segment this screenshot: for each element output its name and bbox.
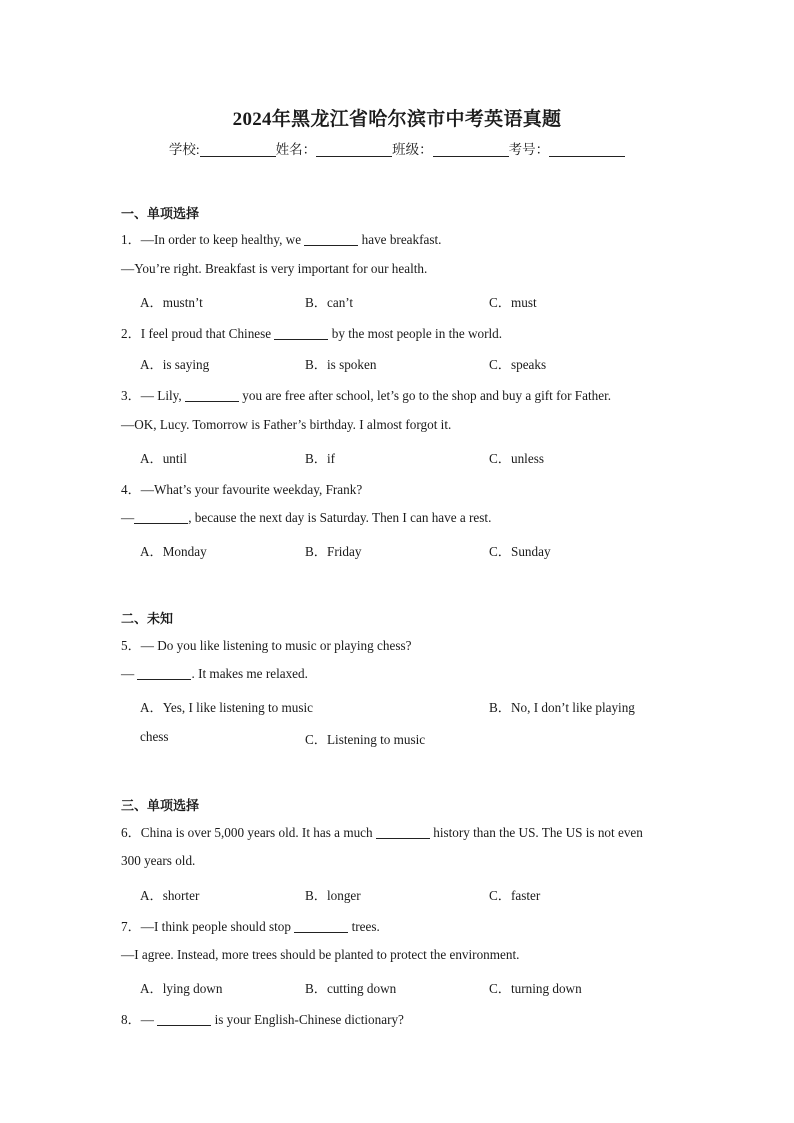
question-dialogue (121, 510, 491, 526)
answer-blank (274, 326, 328, 340)
number-field[interactable] (549, 142, 625, 157)
answer-blank (294, 919, 348, 933)
question-dialogue: —You’re right. Breakfast is very important for our health. (121, 261, 428, 276)
option-a[interactable]: A．mustn’t (140, 295, 203, 310)
answer-blank (304, 232, 358, 246)
option-a[interactable]: A．until (140, 451, 187, 466)
stem-text: 6．China is over 5,000 years old. It has a much (121, 825, 376, 840)
stem-text: 3．— Lily, (121, 388, 185, 403)
question-stem-continued: 300 years old. (121, 853, 196, 868)
question-stem (121, 1009, 404, 1028)
stem-text: , because the next day is Saturday. Then I can have a rest. (188, 510, 492, 525)
question-dialogue: —OK, Lucy. Tomorrow is Father’s birthday. I almost forgot it. (121, 417, 452, 432)
option-c[interactable]: C．faster (489, 888, 541, 903)
stem-text: 8．— (121, 1012, 158, 1027)
stem-text: is your English-Chinese dictionary? (211, 1012, 404, 1027)
option-a[interactable]: A．shorter (140, 888, 200, 903)
stem-text: have breakfast. (358, 232, 442, 247)
answer-blank (134, 510, 188, 524)
option-b[interactable]: B．is spoken (305, 357, 377, 372)
stem-text: 7．—I think people should stop (121, 919, 295, 934)
question-stem (121, 229, 441, 248)
option-b[interactable]: B．cutting down (305, 981, 397, 996)
option-b[interactable]: B．No, I don’t like playing (489, 700, 635, 715)
name-field[interactable] (316, 142, 392, 157)
question-dialogue (121, 666, 308, 682)
number-label: 考号： (508, 142, 550, 157)
option-c[interactable]: C．speaks (489, 357, 547, 372)
name-label: 姓名： (275, 142, 317, 157)
option-a[interactable]: A．is saying (140, 357, 210, 372)
stem-text: — (121, 666, 138, 681)
question-stem (121, 822, 643, 841)
question-stem: 4．—What’s your favourite weekday, Frank? (121, 482, 363, 497)
stem-text: history than the US. The US is not even (429, 825, 643, 840)
class-field[interactable] (433, 142, 509, 157)
option-c[interactable]: C．Listening to music (305, 732, 426, 747)
option-b[interactable]: B．Friday (305, 544, 362, 559)
option-a[interactable]: A．Monday (140, 544, 207, 559)
stem-text: you are free after school, let’s go to the shop and buy a gift for Father. (238, 388, 612, 403)
stem-text: — (121, 510, 135, 525)
option-a[interactable]: A．Yes, I like listening to music (140, 700, 314, 715)
option-c[interactable]: C．unless (489, 451, 544, 466)
option-c[interactable]: C．Sunday (489, 544, 551, 559)
option-a[interactable]: A．lying down (140, 981, 223, 996)
student-info-row (0, 138, 794, 158)
answer-blank (376, 825, 430, 839)
option-b-continued: chess (140, 729, 169, 744)
stem-text: . It makes me relaxed. (191, 666, 308, 681)
option-c[interactable]: C．turning down (489, 981, 582, 996)
section-heading: 三、单项选择 (121, 798, 200, 813)
stem-text: by the most people in the world. (328, 326, 503, 341)
option-b[interactable]: B．longer (305, 888, 361, 903)
section-heading: 二、未知 (121, 611, 174, 626)
question-stem (121, 323, 502, 342)
option-b[interactable]: B．if (305, 451, 336, 466)
question-stem: 5．— Do you like listening to music or playing chess? (121, 638, 412, 653)
option-c[interactable]: C．must (489, 295, 537, 310)
stem-text: trees. (348, 919, 380, 934)
question-dialogue: —I agree. Instead, more trees should be planted to protect the environment. (121, 947, 520, 962)
question-stem (121, 916, 380, 935)
answer-blank (185, 388, 239, 402)
stem-text: 2．I feel proud that Chinese (121, 326, 275, 341)
answer-blank (157, 1012, 211, 1026)
question-stem (121, 385, 611, 404)
stem-text: 1．—In order to keep healthy, we (121, 232, 305, 247)
class-label: 班级： (392, 142, 433, 157)
option-b[interactable]: B．can’t (305, 295, 354, 310)
answer-blank (137, 666, 191, 680)
page-title: 2024年黑龙江省哈尔滨市中考英语真题 (232, 109, 562, 130)
school-field[interactable] (200, 142, 276, 157)
school-label: 学校: (168, 142, 200, 157)
section-heading: 一、单项选择 (121, 206, 200, 221)
